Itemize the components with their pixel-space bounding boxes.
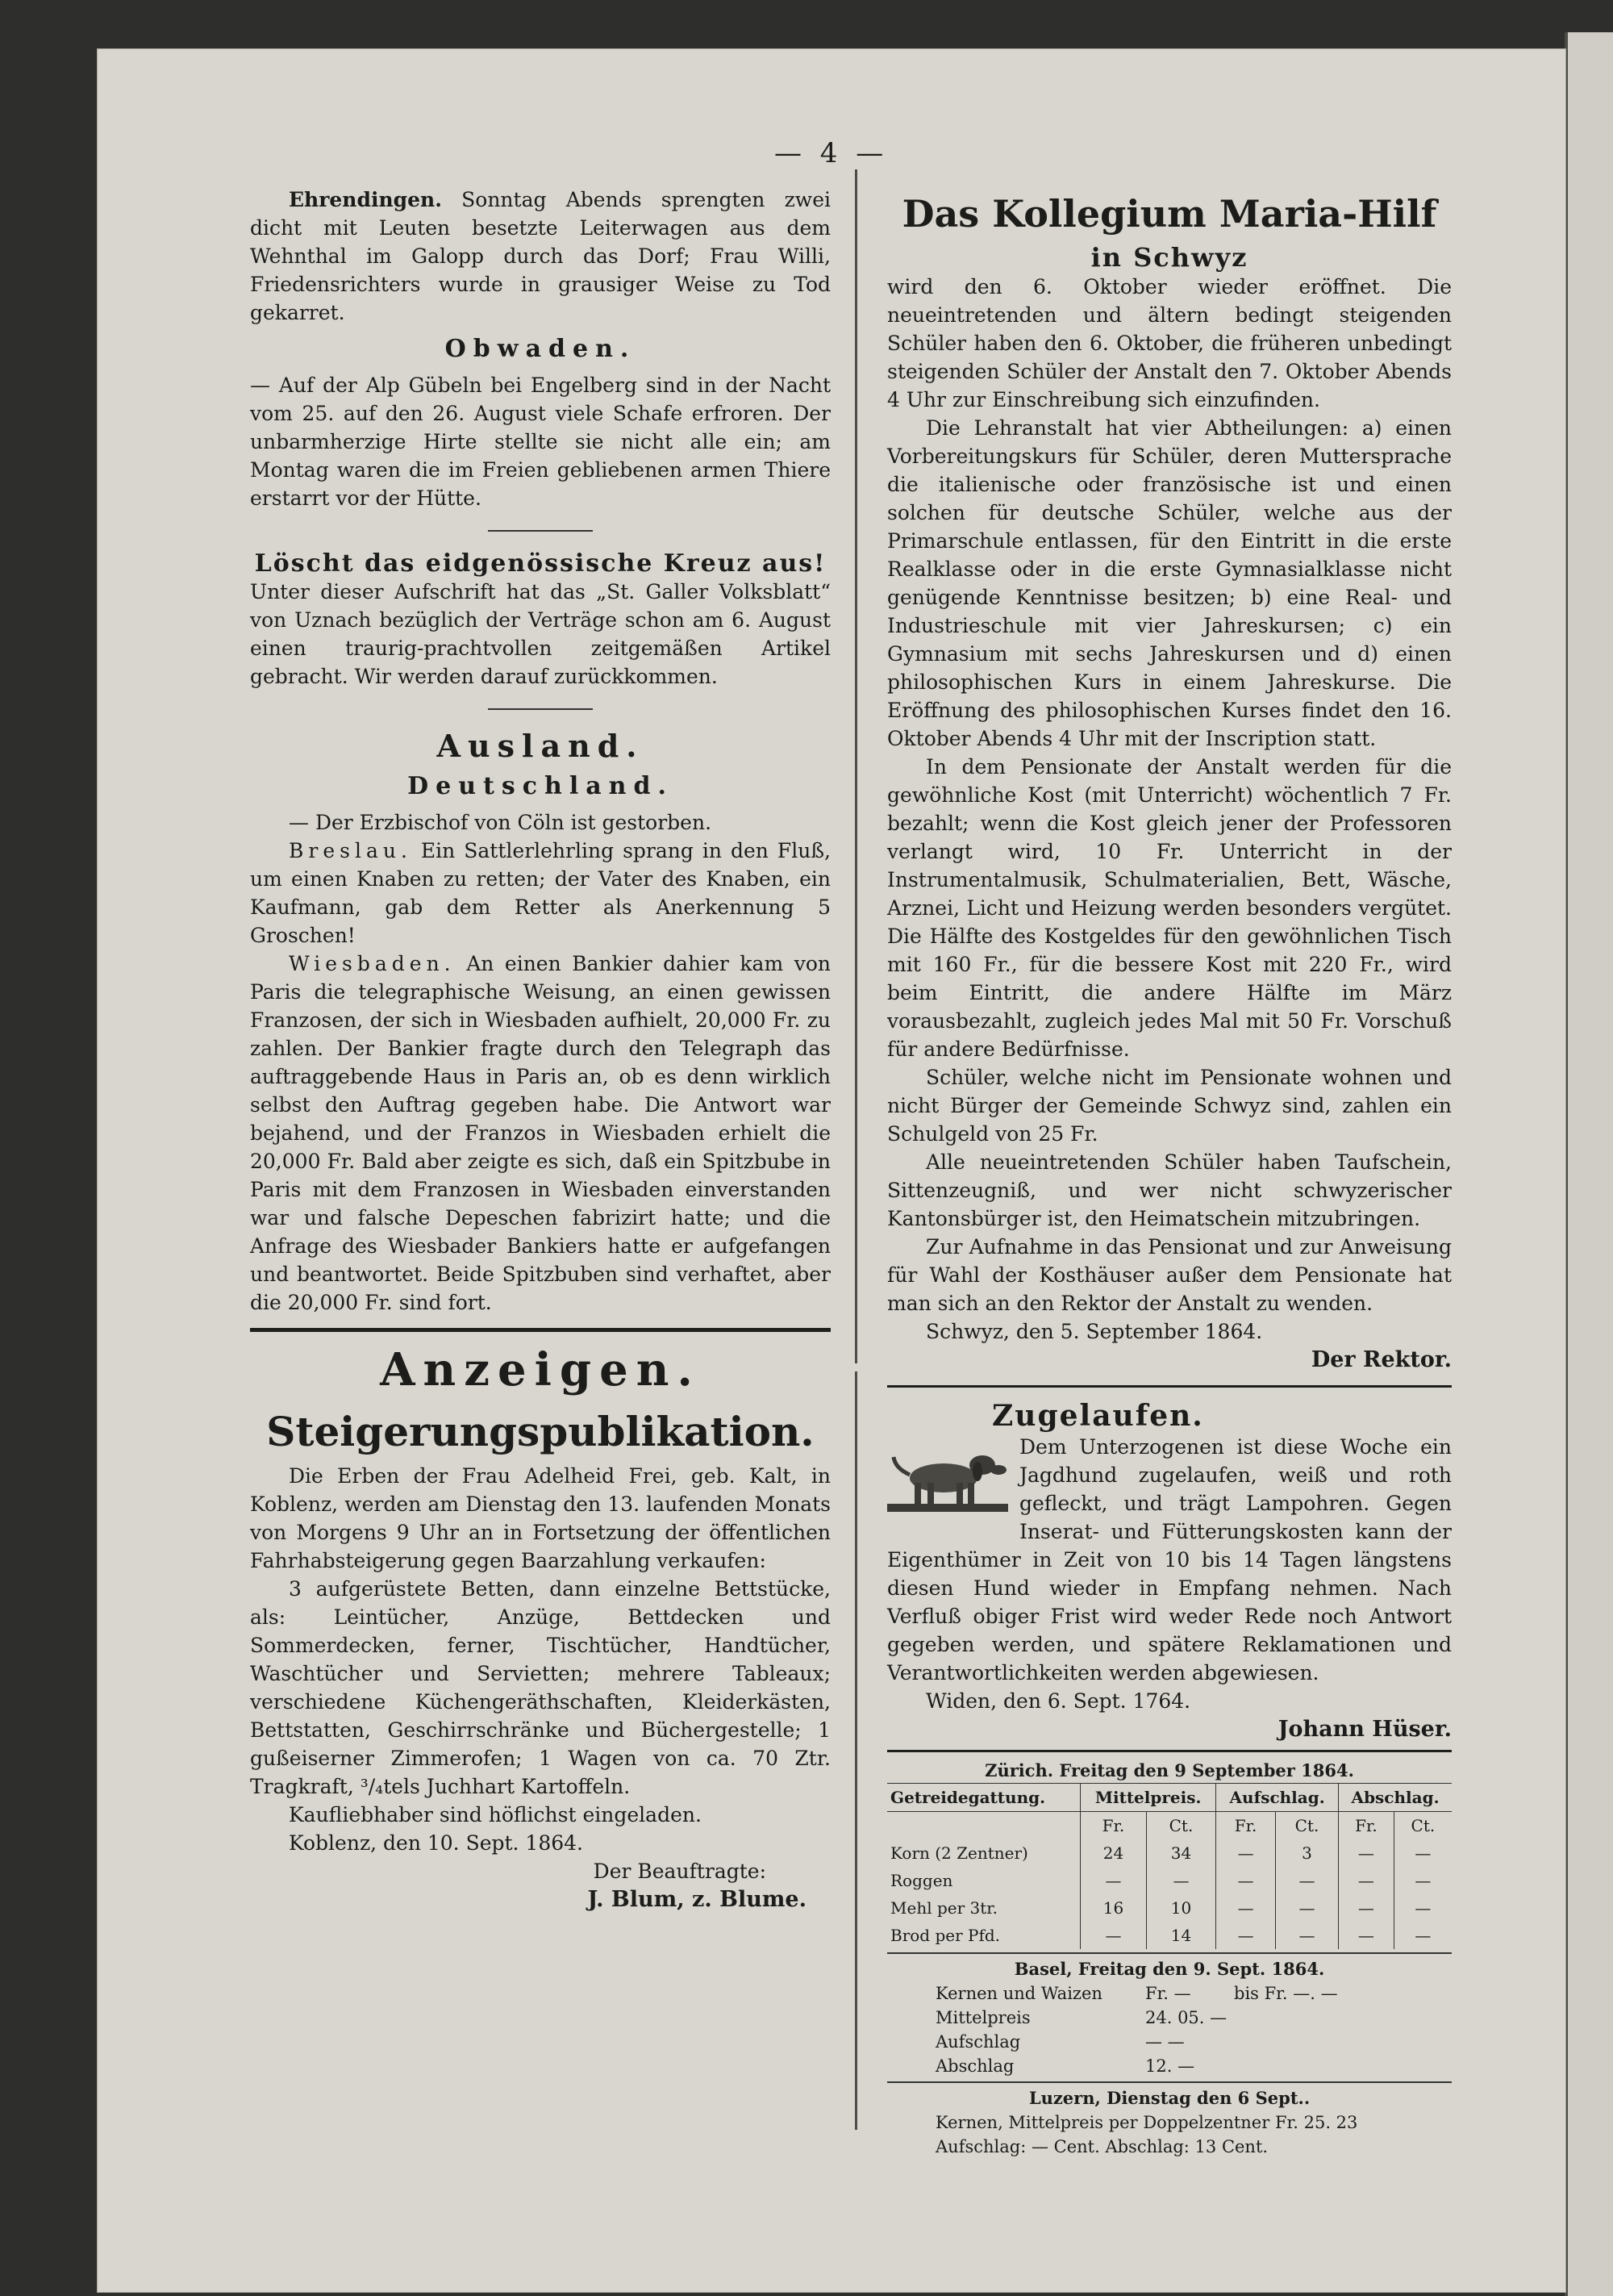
- sub-header: Ct.: [1275, 1812, 1338, 1840]
- breslau-paragraph: [250, 837, 831, 950]
- zurich-heading: Zürich. Freitag den 9 September 1864.: [985, 1760, 1354, 1780]
- breslau-text: Ein Sattlerlehrling sprang in den Fluß, um einen Knaben zu retten; der Vater des Knaben, ein Kaufmann, gab dem Retter als Anerkennung 5 Groschen!: [250, 839, 831, 947]
- col-header: Getreidegattung.: [887, 1784, 1081, 1812]
- basel-label: Kernen und Waizen: [936, 1984, 1102, 2003]
- table-cell: 10: [1146, 1894, 1215, 1922]
- table-row: [887, 1894, 1452, 1922]
- zurich-price-table: [887, 1783, 1452, 1949]
- table-cell: —: [1275, 1894, 1338, 1922]
- basel-row: [887, 2006, 1452, 2030]
- kollegium-p2: Die Lehranstalt hat vier Abtheilungen: a) einen Vorbereitungskurs für Schüler, deren Muttersprache die italienische oder französische ist und einen solchen für deutsche Schüler, welche aus der Primarschule entlassen, für den Eintritt in die erste Realklasse oder in die erste Gymnasialklasse nicht genügende Kenntnisse besitzen; b) eine Real- und Industrieschule mit vier Jahreskursen; c) ein Gymnasium mit sechs Jahreskursen und d) einen philosophischen Kurs in einem Jahreskurse. Die Eröffnung des philosophischen Kurses findet den 16. Oktober Abends 4 Uhr mit der Inscription statt.: [887, 416, 1452, 750]
- table-cell: —: [1146, 1867, 1215, 1894]
- basel-row: [887, 1981, 1452, 2006]
- section-rule: [250, 1328, 831, 1332]
- sub-header: [887, 1812, 1081, 1840]
- kollegium-title: Das Kollegium Maria-Hilf: [902, 192, 1437, 236]
- table-cell: —: [1216, 1867, 1276, 1894]
- table-cell: —: [1394, 1922, 1452, 1949]
- table-cell: 3: [1275, 1839, 1338, 1867]
- steigerung-title: Steigerungspublikation.: [266, 1408, 815, 1455]
- table-row: [887, 1922, 1452, 1949]
- basel-heading: Basel, Freitag den 9. Sept. 1864.: [1014, 1959, 1325, 1979]
- table-cell: —: [1394, 1894, 1452, 1922]
- steigerung-items: 3 aufgerüstete Betten, dann einzelne Bettstücke, als: Leintücher, Anzüge, Bettdecken und Sommerdecken, ferner, Tischtücher, Handtücher, Waschtücher und Servietten; mehrere Tableaux; verschiedene Küchengeräthschaften, Kleiderkästen, Bettstatten, Geschirrschränke und Büchergestelle; 1 gußeiserner Zimmerofen; 1 Wagen von ca. 70 Ztr. Tragkraft, ³/₄tels Juchhart Kartoffeln.: [250, 1577, 831, 1798]
- basel-label: Abschlag: [936, 2056, 1015, 2076]
- hunting-dog-illustration: [887, 1436, 1008, 1517]
- koeln-text: — Der Erzbischof von Cöln ist gestorben.: [289, 811, 712, 834]
- col-header: Aufschlag.: [1216, 1784, 1339, 1812]
- sub-header: Fr.: [1081, 1812, 1147, 1840]
- table-row: [887, 1867, 1452, 1894]
- luzern-heading: Luzern, Dienstag den 6 Sept..: [1028, 2088, 1311, 2108]
- table-cell: —: [1339, 1839, 1394, 1867]
- zurich-market: [887, 1759, 1452, 2159]
- basel-row: [887, 2054, 1452, 2078]
- steigerung-date: Koblenz, den 10. Sept. 1864.: [289, 1831, 584, 1855]
- basel-value: bis Fr. —. —: [1234, 1984, 1338, 2003]
- col-header: Mittelpreis.: [1081, 1784, 1216, 1812]
- zugelaufen-text: Dem Unterzogenen ist diese Woche ein Jagdhund zugelaufen, weiß und roth gefleckt, und trägt Lampohren. Gegen Inserat- und Fütterungskosten kann der Eigenthümer in Zeit von 10 bis 14 Tagen längstens diesen Hund wieder in Empfang nehmen. Nach Verfluß obiger Frist wird weder Rede noch Antwort gegeben werden, und spätere Reklamationen und Verantwortlichkeiten werden abgewiesen.: [887, 1435, 1452, 1684]
- steigerung-signature: J. Blum, z. Blume.: [587, 1887, 806, 1912]
- zugelaufen-signature: Johann Hüser.: [1277, 1717, 1452, 1742]
- table-cell: Korn (2 Zentner): [890, 1843, 1028, 1863]
- divider: [887, 1952, 1452, 1954]
- table-cell: 14: [1146, 1922, 1215, 1949]
- kollegium-p1: wird den 6. Oktober wieder eröffnet. Die neueintretenden und ältern bedingt steigenden Schüler haben den 6. Oktober, die früheren unbedingt steigenden Schüler der Anstalt den 7. Oktober Abends 4 Uhr zur Einschreibung sich einzufinden.: [887, 275, 1452, 411]
- kollegium-p6: Zur Aufnahme in das Pensionat und zur Anweisung für Wahl der Kosthäuser außer dem Pensionate hat man sich an den Rektor der Anstalt zu wenden.: [887, 1235, 1452, 1315]
- table-cell: Brod per Pfd.: [890, 1926, 1001, 1945]
- table-cell: —: [1216, 1894, 1276, 1922]
- table-cell: Mehl per 3tr.: [890, 1898, 998, 1918]
- sub-header: Fr.: [1216, 1812, 1276, 1840]
- column-divider: [855, 169, 857, 1363]
- wiesbaden-heading: Wiesbaden.: [289, 952, 456, 975]
- sub-header: Ct.: [1394, 1812, 1452, 1840]
- section-rule: [887, 1750, 1452, 1752]
- kollegium-date: Schwyz, den 5. September 1864.: [926, 1320, 1263, 1343]
- sub-header: Fr.: [1339, 1812, 1394, 1840]
- zugelaufen-date: Widen, den 6. Sept. 1764.: [926, 1689, 1191, 1713]
- page-number: — 4 —: [774, 137, 889, 169]
- basel-value: — —: [1145, 2032, 1185, 2052]
- obwalden-heading: Obwaden.: [444, 335, 636, 363]
- ehrendingen-text: Sonntag Abends sprengten zwei dicht mit Leuten besetzte Leiterwagen aus dem Wehnthal im Galopp durch das Dorf; Frau Willi, Friedensrichters wurde in grausiger Weise zu Tod gekarret.: [250, 188, 831, 324]
- divider: [488, 530, 593, 532]
- basel-label: Mittelpreis: [936, 2008, 1031, 2027]
- breslau-heading: Breslau.: [289, 839, 412, 862]
- table-cell: —: [1394, 1867, 1452, 1894]
- table-cell: —: [1339, 1867, 1394, 1894]
- table-cell: —: [1275, 1922, 1338, 1949]
- table-cell: —: [1275, 1867, 1338, 1894]
- section-rule: [887, 1385, 1452, 1388]
- table-cell: Roggen: [890, 1871, 953, 1890]
- table-cell: —: [1339, 1922, 1394, 1949]
- table-cell: —: [1081, 1922, 1147, 1949]
- column-divider-lower: [855, 1371, 857, 2130]
- table-cell: —: [1216, 1922, 1276, 1949]
- deutschland-heading: Deutschland.: [407, 772, 673, 800]
- wiesbaden-paragraph: [250, 950, 831, 1317]
- right-column: [887, 186, 1452, 2159]
- divider: [887, 2081, 1452, 2083]
- table-cell: —: [1081, 1867, 1147, 1894]
- basel-value: Fr. —: [1145, 1984, 1191, 2003]
- ehrendingen-heading: Ehrendingen.: [289, 188, 442, 211]
- kreuz-heading: Löscht das eidgenössische Kreuz aus!: [254, 549, 827, 578]
- kollegium-p3: In dem Pensionate der Anstalt werden für die gewöhnliche Kost (mit Unterricht) wöchentlich 7 Fr. bezahlt; wenn die Kost gleich jener der Professoren verlangt wird, 10 Fr. Unterricht in der Instrumentalmusik, Schulmaterialien, Bett, Wäsche, Arznei, Licht und Heizung werden besonders vergütet. Die Hälfte des Kostgeldes für den gewöhnlichen Tisch mit 160 Fr., für die bessere Kost mit 220 Fr., wird beim Eintritt, die andere Hälfte im März vorausbezahlt, zugleich jedes Mal mit 50 Fr. Vorschuß für andere Bedürfnisse.: [887, 755, 1452, 1061]
- kollegium-p5: Alle neueintretenden Schüler haben Taufschein, Sittenzeugniß, und wer nicht schwyzerischer Kantonsbürger ist, den Heimatschein mitzubringen.: [887, 1150, 1452, 1230]
- ausland-heading: Ausland.: [436, 728, 644, 764]
- steigerung-invite: Kaufliebhaber sind höflichst eingeladen.: [289, 1803, 702, 1826]
- col-header: Abschlag.: [1339, 1784, 1452, 1812]
- next-page-edge: [1565, 32, 1613, 2296]
- divider: [488, 708, 593, 710]
- kollegium-p4: Schüler, welche nicht im Pensionate wohnen und nicht Bürger der Gemeinde Schwyz sind, zahlen ein Schulgeld von 25 Fr.: [887, 1066, 1452, 1146]
- table-cell: 34: [1146, 1839, 1215, 1867]
- steigerung-beauftragte: Der Beauftragte:: [593, 1860, 766, 1883]
- table-cell: —: [1216, 1839, 1276, 1867]
- wiesbaden-text: An einen Bankier dahier kam von Paris die telegraphische Weisung, an einen gewissen Franzosen, der sich in Wiesbaden aufhielt, 20,000 Fr. zu zahlen. Der Bankier fragte durch den Telegraph das auftraggebende Haus in Paris an, ob es denn wirklich selbst den Auftrag gegeben habe. Die Antwort war bejahend, und der Franzos in Wiesbaden erhielt die 20,000 Fr. Bald aber zeigte es sich, daß ein Spitzbube in Paris mit dem Franzosen in Wiesbaden einverstanden war und falsche Depeschen fabrizirt hatte; und die Anfrage des Wiesbader Bankiers hatte er aufgefangen und beantwortet. Beide Spitzbuben sind verhaftet, aber die 20,000 Fr. sind fort.: [250, 952, 831, 1314]
- steigerung-intro: Die Erben der Frau Adelheid Frei, geb. Kalt, in Koblenz, werden am Dienstag den 13. laufenden Monats von Morgens 9 Uhr an in Fortsetzung der öffentlichen Fahrhabsteigerung gegen Baarzahlung verkaufen:: [250, 1464, 831, 1572]
- table-cell: —: [1339, 1894, 1394, 1922]
- luzern-line-2: Aufschlag: — Cent. Abschlag: 13 Cent.: [936, 2137, 1269, 2156]
- basel-label: Aufschlag: [936, 2032, 1021, 2052]
- obwalden-text: — Auf der Alp Gübeln bei Engelberg sind in der Nacht vom 25. auf den 26. August viele Schafe erfroren. Der unbarmherzige Hirte stellte sie nicht alle ein; am Montag waren die im Freien gebliebenen armen Thiere erstarrt vor der Hütte.: [250, 374, 831, 510]
- sub-header: Ct.: [1146, 1812, 1215, 1840]
- table-row: [887, 1839, 1452, 1867]
- table-cell: 24: [1081, 1839, 1147, 1867]
- basel-value: 12. —: [1145, 2056, 1195, 2076]
- anzeigen-heading: Anzeigen.: [380, 1343, 701, 1396]
- kreuz-text: Unter dieser Aufschrift hat das „St. Galler Volksblatt“ von Uznach bezüglich der Verträge schon am 6. August einen traurig-prachtvollen zeitgemäßen Artikel gebracht. Wir werden darauf zurückkommen.: [250, 580, 831, 688]
- left-column: [250, 186, 831, 1914]
- kollegium-subtitle: in Schwyz: [1090, 242, 1248, 273]
- table-cell: 16: [1081, 1894, 1147, 1922]
- table-cell: —: [1394, 1839, 1452, 1867]
- kollegium-signature: Der Rektor.: [1311, 1347, 1452, 1372]
- ehrendingen-paragraph: [250, 186, 831, 327]
- zugelaufen-title: Zugelaufen.: [992, 1399, 1204, 1433]
- basel-row: [887, 2030, 1452, 2054]
- luzern-line-1: Kernen, Mittelpreis per Doppelzentner Fr. 25. 23: [936, 2113, 1358, 2132]
- basel-value: 24. 05. —: [1145, 2008, 1227, 2027]
